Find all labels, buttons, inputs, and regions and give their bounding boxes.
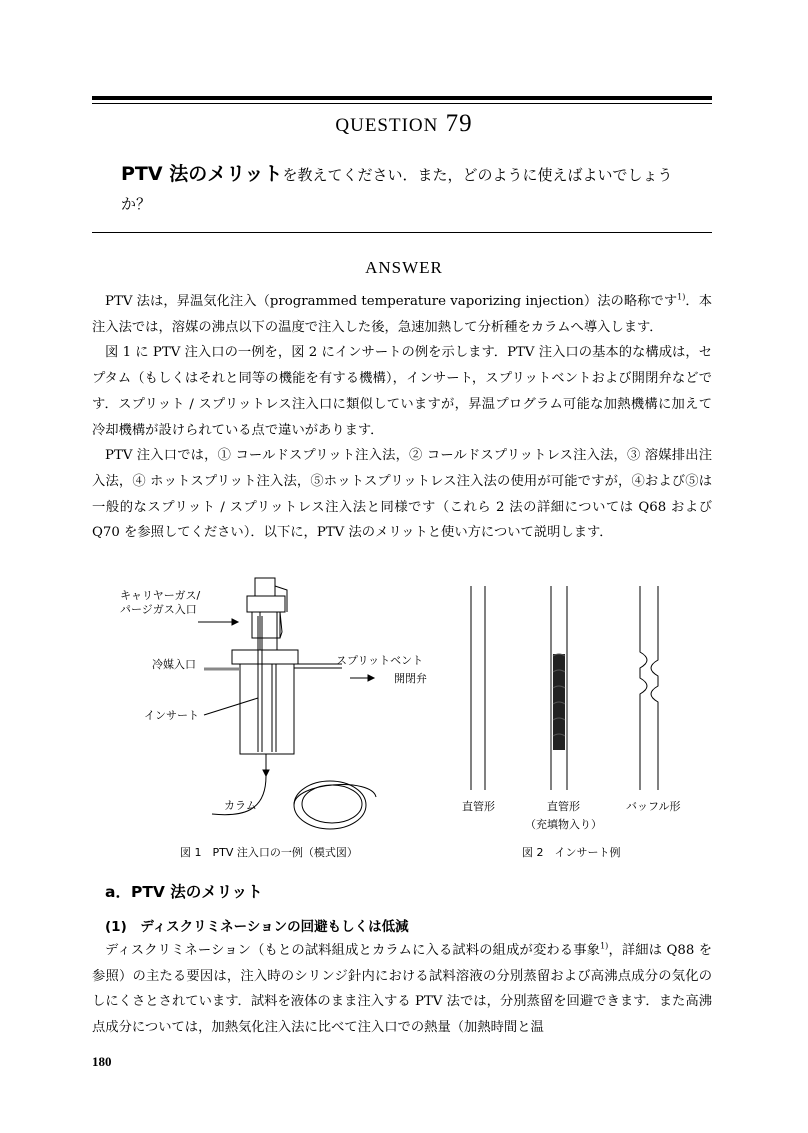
figures: [92, 572, 712, 872]
divider-rule: [92, 232, 712, 233]
question-number: 79: [445, 110, 473, 137]
answer-body: [92, 289, 712, 546]
paragraph-last: ディスクリミネーション（もとの試料組成とカラムに入る試料の組成が変わる事象$^{1)}$，詳細は Q88 を参照）の主たる要因は，注入時のシリンジ針内における試料溶液の分別蒸留および高沸点成分の気化のしにくさとされています．試料を液体のまま注入する PTV 法では，分別蒸留を回避できます．また高沸点成分については，加熱気化注入法に比べて注入口での熱量（加熱時間と温: [92, 941, 712, 1036]
label-packed: 直管形: [547, 800, 580, 813]
label-coolant-inlet: 冷媒入口: [152, 658, 196, 671]
question-title: [0, 110, 808, 138]
paragraph-2: 図 1 に PTV 注入口の一例を，図 2 にインサートの例を示します．PTV 注入口の基本的な構成は，セプタム（もしくはそれと同等の機能を有する機構），インサート，スプリットベントおよび開閉弁などです．スプリット / スプリットレス注入口に類似していますが，昇温プログラム可能な加熱機構に加えて冷却機構が設けられている点で違いがあります．: [92, 345, 712, 438]
question-strong: PTV 法のメリット: [121, 163, 283, 185]
answer-word: ANSWER: [365, 258, 443, 277]
question-rest: を教えてください．また，どのように使えばよいでしょう: [282, 166, 673, 184]
label-packed-note: （充填物入り）: [525, 818, 602, 831]
section-1-body: [92, 938, 712, 1041]
label-carrier-gas: キャリヤーガス/: [120, 589, 201, 602]
top-rule-thin: [92, 103, 712, 104]
section-1-heading: (1) ディスクリミネーションの回避もしくは低減: [105, 919, 409, 935]
label-purge-inlet: パージガス入口: [120, 603, 197, 616]
label-split-vent: スプリットベント: [336, 654, 424, 667]
label-baffle: バッフル形: [626, 800, 681, 813]
paragraph-3: PTV 注入口では，① コールドスプリット注入法，② コールドスプリットレス注入法，③ 溶媒排出注入法，④ ホットスプリット注入法，⑤ホットスプリットレス注入法の使用が可能ですが，④および⑤は一般的なスプリット / スプリットレス注入法と同様です（これら 2 法の詳細については Q68 および Q70 を参照してください）．以下に，PTV 法のメリットと使い方について説明します．: [92, 448, 712, 541]
figure-1-diagram: [198, 578, 376, 829]
label-column: カラム: [224, 799, 257, 812]
question-text: [121, 160, 696, 219]
question-word: QUESTION: [335, 115, 439, 136]
question-rest2: か？: [121, 195, 152, 213]
label-insert: インサート: [144, 709, 199, 722]
page-number: 180: [92, 1054, 112, 1069]
label-straight: 直管形: [462, 800, 495, 813]
label-valve: 開閉弁: [394, 672, 427, 685]
packing-material: [553, 654, 565, 750]
answer-title: [0, 253, 808, 279]
section-a-heading: a．PTV 法のメリット: [105, 883, 263, 901]
paragraph-1: PTV 法は，昇温気化注入（programmed temperature vaporizing injection）法の略称です$^{1)}$．本注入法では，溶媒の沸点以下の温度で注入した後，急速加熱して分析種をカラムへ導入します．: [92, 292, 713, 335]
top-rule-thick: [92, 96, 712, 100]
figure-1-caption: 図 1 PTV 注入口の一例（模式図）: [180, 846, 358, 859]
figure-2-caption: 図 2 インサート例: [522, 846, 621, 859]
